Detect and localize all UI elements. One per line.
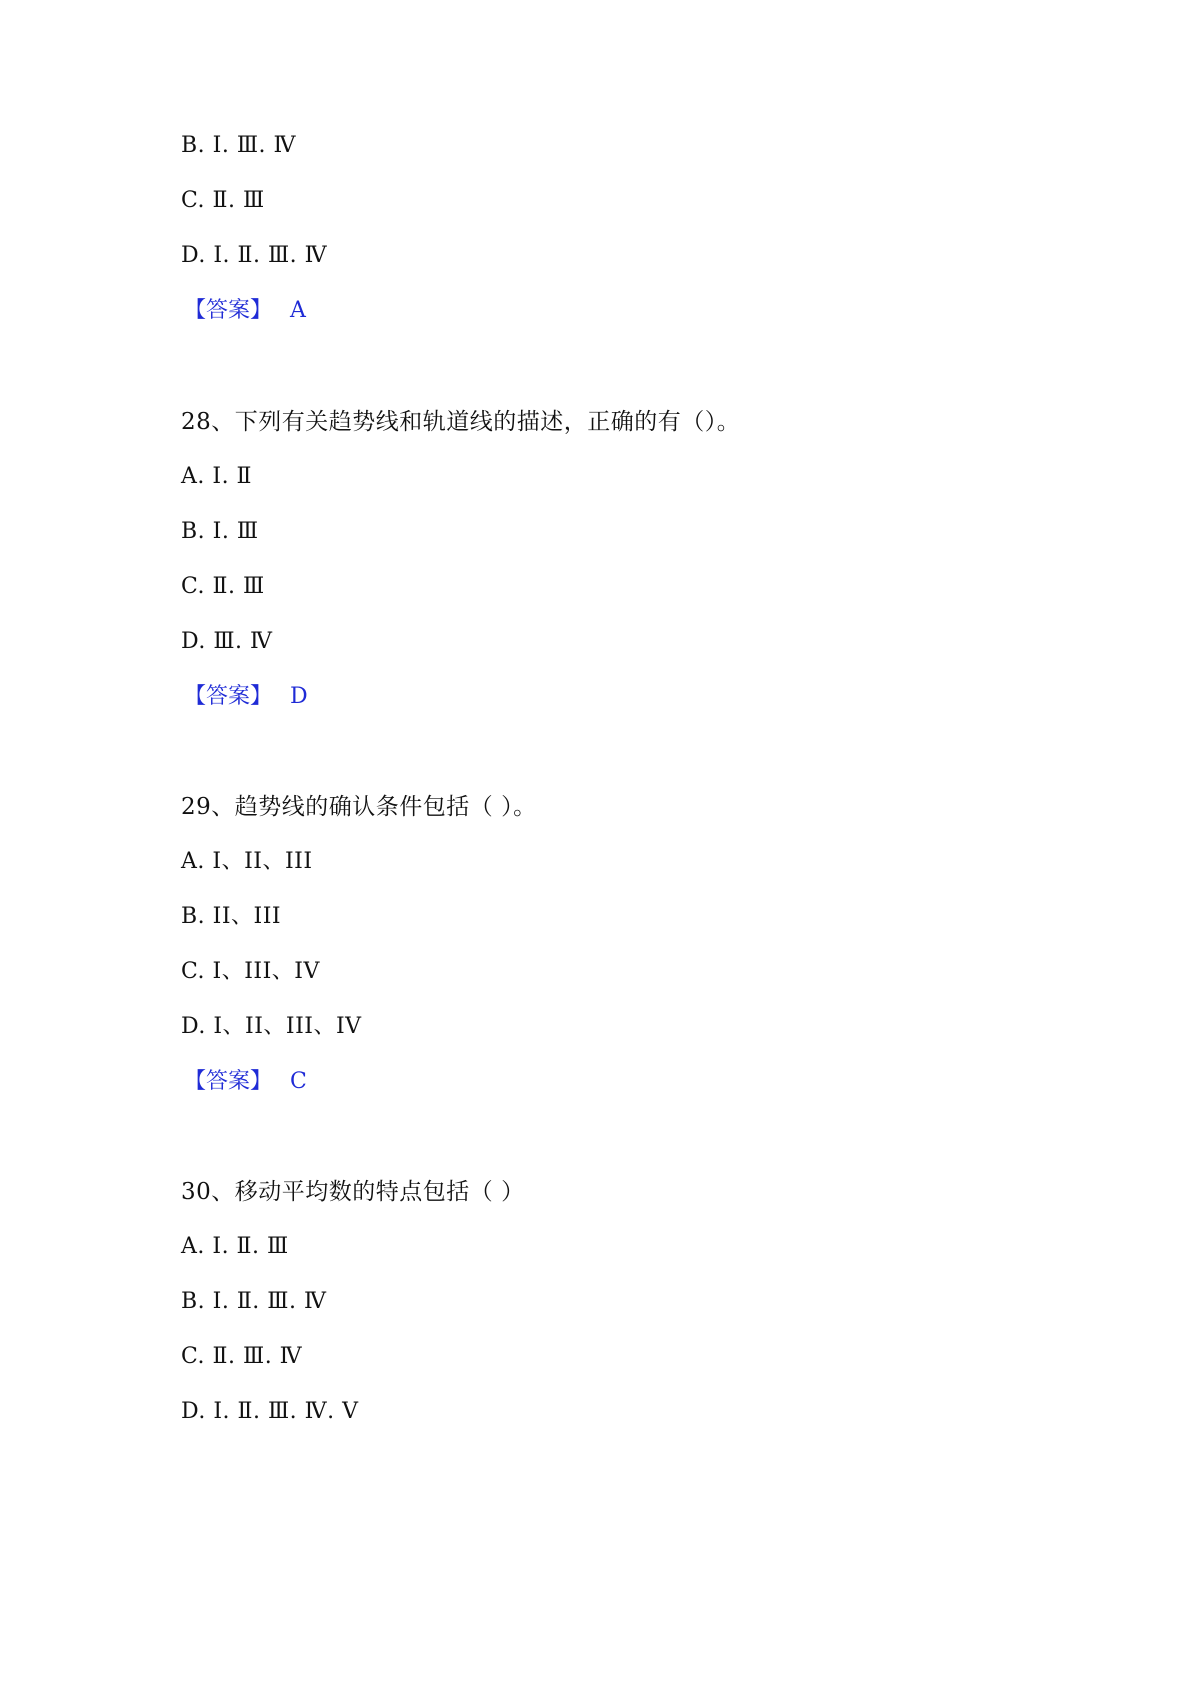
answer-value: D (290, 684, 309, 709)
q29-option-c: C. I、III、IV (181, 959, 320, 984)
answer-value: C (290, 1069, 308, 1094)
q28-option-d: D. Ⅲ. Ⅳ (181, 629, 273, 654)
q29-option-d: D. I、II、III、IV (181, 1014, 362, 1039)
answer-label: 【答案】 (184, 298, 273, 323)
q30-option-a: A. Ⅰ. Ⅱ. Ⅲ (181, 1234, 289, 1259)
q28-option-c: C. Ⅱ. Ⅲ (181, 574, 265, 599)
q27-option-c: C. Ⅱ. Ⅲ (181, 188, 265, 213)
q28-option-b: B. Ⅰ. Ⅲ (181, 519, 259, 544)
q29-question: 29、趋势线的确认条件包括（ ）。 (181, 794, 537, 820)
q30-option-d: D. Ⅰ. Ⅱ. Ⅲ. Ⅳ. Ⅴ (181, 1399, 359, 1424)
q30-option-b: B. Ⅰ. Ⅱ. Ⅲ. Ⅳ (181, 1289, 327, 1314)
answer-value: A (290, 298, 307, 323)
q28-answer (184, 682, 308, 712)
q30-option-c: C. Ⅱ. Ⅲ. Ⅳ (181, 1344, 303, 1369)
q27-option-b: B. Ⅰ. Ⅲ. Ⅳ (181, 133, 297, 158)
q30-question: 30、移动平均数的特点包括（ ） (181, 1179, 525, 1205)
q29-option-a: A. I、II、III (181, 849, 313, 874)
q29-answer (184, 1067, 307, 1097)
answer-label: 【答案】 (184, 684, 273, 709)
answer-label: 【答案】 (184, 1069, 273, 1094)
q27-answer (184, 296, 306, 326)
q28-question: 28、下列有关趋势线和轨道线的描述，正确的有（）。 (181, 409, 741, 435)
q29-option-b: B. II、III (181, 904, 282, 929)
q27-option-d: D. Ⅰ. Ⅱ. Ⅲ. Ⅳ (181, 243, 328, 268)
q28-option-a: A. Ⅰ. Ⅱ (181, 464, 253, 489)
